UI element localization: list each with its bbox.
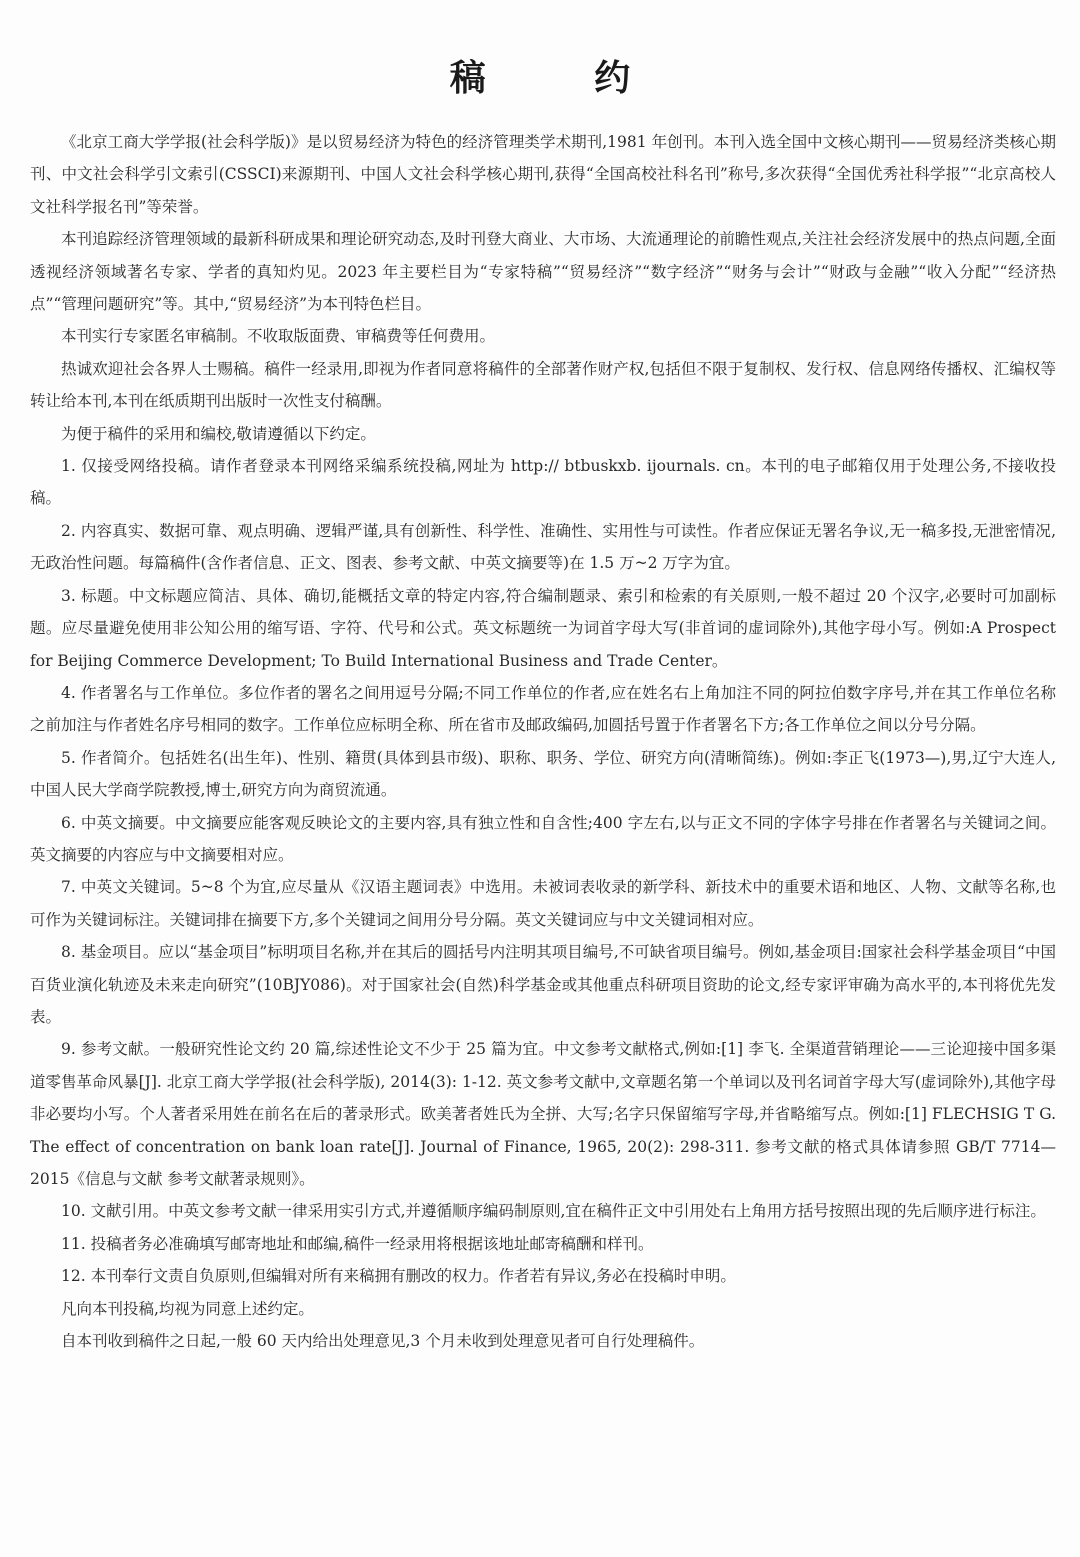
rule-funding: 8. 基金项目。应以“基金项目”标明项目名称,并在其后的圆括号内注明其项目编号,不可缺省项目编号。例如,基金项目:国家社会科学基金项目“中国百货业演化轨迹及未来走向研究”(10BJY086)。对于国家社会(自然)科学基金或其他重点科研项目资助的论文,经专家评审确为高水平的,本刊将优先发表。 <box>30 943 1056 1026</box>
paragraph-intro: 《北京工商大学学报(社会科学版)》是以贸易经济为特色的经济管理类学术期刊,1981 年创刊。本刊入选全国中文核心期刊——贸易经济类核心期刊、中文社会科学引文索引(CSSCI)来源期刊、中国人文社会科学核心期刊,获得“全国高校社科名刊”称号,多次获得“全国优秀社科学报”“北京高校人文社科学报名刊”等荣誉。 <box>30 133 1056 216</box>
page-title: 稿 约 <box>449 58 679 99</box>
document-body <box>30 126 1056 1357</box>
rule-title: 3. 标题。中文标题应简洁、具体、确切,能概括文章的特定内容,符合编制题录、索引和检索的有关原则,一般不超过 20 个汉字,必要时可加副标题。应尽量避免使用非公知公用的缩写语、字符、代号和公式。英文标题统一为词首字母大写(非首词的虚词除外),其他字母小写。例如:A Prospect for Beijing Commerce Development; To Build International Business and Trade Center。 <box>30 586 1056 670</box>
rule-responsibility: 12. 本刊奉行文责自负原则,但编辑对所有来稿拥有删改的权力。作者若有异议,务必在投稿时申明。 <box>61 1267 736 1286</box>
paragraph-copyright: 热诚欢迎社会各界人士赐稿。稿件一经录用,即视为作者同意将稿件的全部著作财产权,包括但不限于复制权、发行权、信息网络传播权、汇编权等转让给本刊,本刊在纸质期刊出版时一次性支付稿酬。 <box>30 359 1056 411</box>
rule-authors: 4. 作者署名与工作单位。多位作者的署名之间用逗号分隔;不同工作单位的作者,应在姓名右上角加注不同的阿拉伯数字序号,并在其工作单位名称之前加注与作者姓名序号相同的数字。工作单位应标明全称、所在省市及邮政编码,加圆括号置于作者署名下方;各工作单位之间以分号分隔。 <box>30 683 1056 735</box>
paragraph-conventions-intro: 为便于稿件的采用和编校,敬请遵循以下约定。 <box>61 424 376 443</box>
paragraph-agreement: 凡向本刊投稿,均视为同意上述约定。 <box>61 1299 314 1318</box>
paragraph-review: 本刊实行专家匿名审稿制。不收取版面费、审稿费等任何费用。 <box>61 327 496 346</box>
rule-address: 11. 投稿者务必准确填写邮寄地址和邮编,稿件一经录用将根据该地址邮寄稿酬和样刊。 <box>61 1234 654 1253</box>
rule-content: 2. 内容真实、数据可靠、观点明确、逻辑严谨,具有创新性、科学性、准确性、实用性与可读性。作者应保证无署名争议,无一稿多投,无泄密情况,无政治性问题。每篇稿件(含作者信息、正文、图表、参考文献、中英文摘要等)在 1.5 万~2 万字为宜。 <box>30 521 1056 573</box>
rule-citation: 10. 文献引用。中英文参考文献一律采用实引方式,并遵循顺序编码制原则,宜在稿件正文中引用处右上角用方括号按照出现的先后顺序进行标注。 <box>61 1202 1046 1221</box>
paragraph-processing-time: 自本刊收到稿件之日起,一般 60 天内给出处理意见,3 个月未收到处理意见者可自行处理稿件。 <box>61 1332 705 1351</box>
rule-submission: 1. 仅接受网络投稿。请作者登录本刊网络采编系统投稿,网址为 http:// btbuskxb. ijournals. cn。本刊的电子邮箱仅用于处理公务,不接收投稿。 <box>30 457 1056 508</box>
rule-keywords: 7. 中英文关键词。5~8 个为宜,应尽量从《汉语主题词表》中选用。未被词表收录的新学科、新技术中的重要术语和地区、人物、文献等名称,也可作为关键词标注。关键词排在摘要下方,多个关键词之间用分号分隔。英文关键词应与中文关键词相对应。 <box>30 878 1056 929</box>
rule-abstract: 6. 中英文摘要。中文摘要应能客观反映论文的主要内容,具有独立性和自含性;400 字左右,以与正文不同的字体字号排在作者署名与关键词之间。英文摘要的内容应与中文摘要相对应。 <box>30 813 1056 864</box>
paragraph-scope: 本刊追踪经济管理领域的最新科研成果和理论研究动态,及时刊登大商业、大市场、大流通理论的前瞻性观点,关注社会经济发展中的热点问题,全面透视经济领域著名专家、学者的真知灼见。2023 年主要栏目为“专家特稿”“贸易经济”“数字经济”“财务与会计”“财政与金融”“收入分配”“经济热点”“管理问题研究”等。其中,“贸易经济”为本刊特色栏目。 <box>30 230 1056 314</box>
rule-author-bio: 5. 作者简介。包括姓名(出生年)、性别、籍贯(具体到县市级)、职称、职务、学位、研究方向(清晰简练)。例如:李正飞(1973—),男,辽宁大连人,中国人民大学商学院教授,博士,研究方向为商贸流通。 <box>30 748 1056 800</box>
rule-references: 9. 参考文献。一般研究性论文约 20 篇,综述性论文不少于 25 篇为宜。中文参考文献格式,例如:[1] 李飞. 全渠道营销理论——三论迎接中国多渠道零售革命风暴[J]. 北京工商大学学报(社会科学版), 2014(3): 1-12. 英文参考文献中,文章题名第一个单词以及刊名词首字母大写(虚词除外),其他字母非必要均小写。个人著者采用姓在前名在后的著录形式。欧美著者姓氏为全拼、大写;名字只保留缩写字母,并省略缩写点。例如:[1] FLECHSIG T G. The effect of concentration on bank loan rate[J]. Journal of Finance, 1965, 20(2): 298-311. 参考文献的格式具体请参照 GB/T 7714—2015《信息与文献 参考文献著录规则》。 <box>30 1040 1056 1188</box>
